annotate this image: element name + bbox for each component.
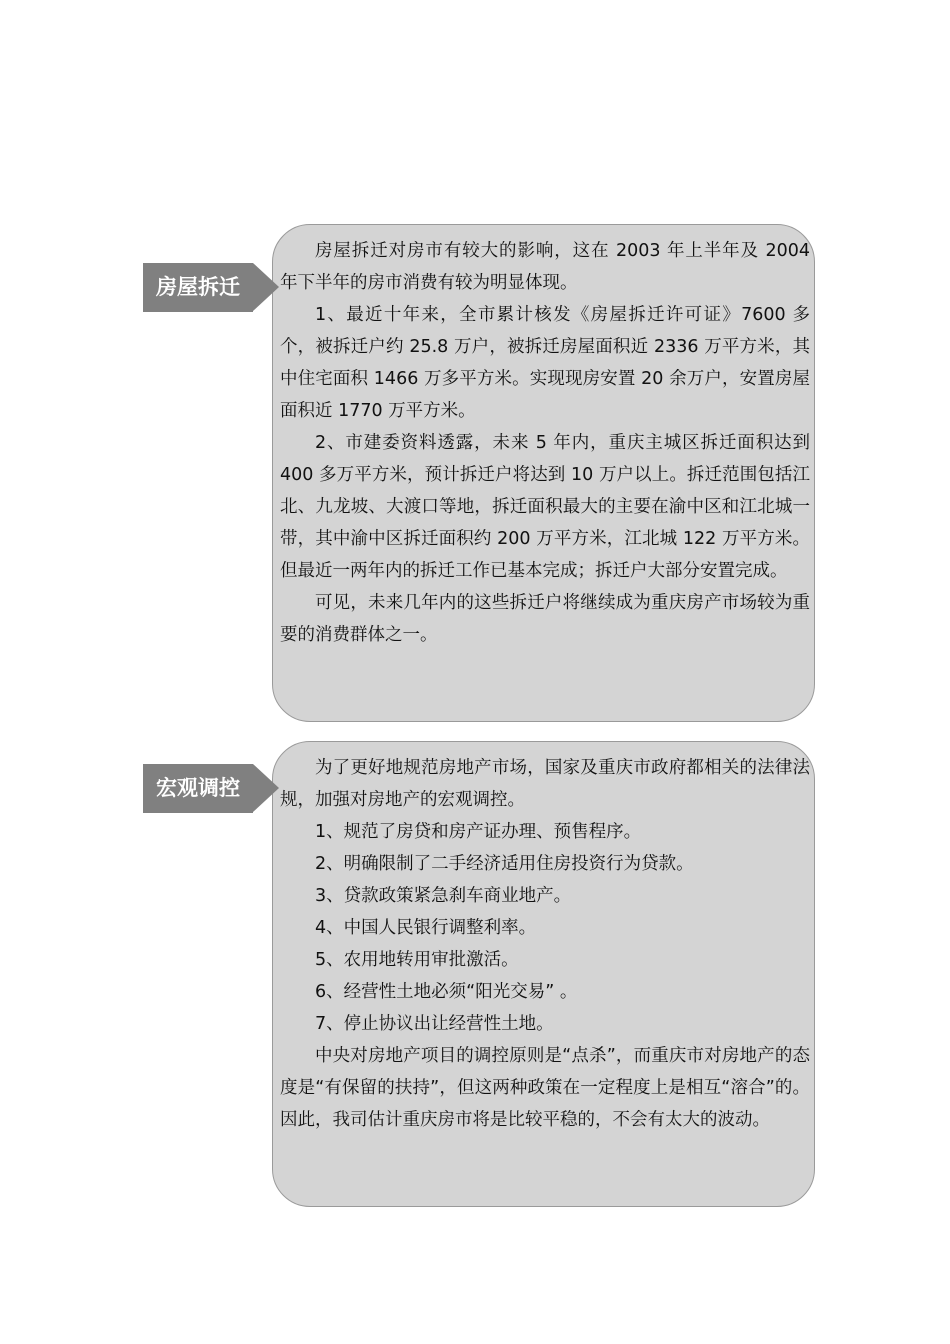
list-item: 1、规范了房贷和房产证办理、预售程序。 bbox=[315, 822, 642, 842]
section-tag: 房屋拆迁 bbox=[143, 263, 253, 312]
paragraph: 房屋拆迁对房市有较大的影响，这在 2003 年上半年及 2004 年下半年的房市消费有较为明显体现。 bbox=[280, 241, 810, 293]
list-item: 4、中国人民银行调整利率。 bbox=[315, 918, 537, 938]
paragraph: 中央对房地产项目的调控原则是“点杀”，而重庆市对房地产的态度是“有保留的扶持”，但这两种政策在一定程度上是相互“溶合”的。因此，我司估计重庆房市将是比较平稳的，不会有太大的波动。 bbox=[280, 1046, 810, 1130]
list-item: 7、停止协议出让经营性土地。 bbox=[315, 1014, 554, 1034]
section-body bbox=[280, 752, 810, 1136]
section-tag: 宏观调控 bbox=[143, 764, 253, 813]
paragraph: 2、市建委资料透露，未来 5 年内，重庆主城区拆迁面积达到 400 多万平方米，预计拆迁户将达到 10 万户以上。拆迁范围包括江北、九龙坡、大渡口等地，拆迁面积最大的主要在渝中区和江北城一带，其中渝中区拆迁面积约 200 万平方米，江北城 122 万平方米。但最近一两年内的拆迁工作已基本完成；拆迁户大部分安置完成。 bbox=[280, 433, 810, 581]
paragraph: 为了更好地规范房地产市场，国家及重庆市政府都相关的法律法规，加强对房地产的宏观调控。 bbox=[280, 758, 810, 810]
list-item: 3、贷款政策紧急刹车商业地产。 bbox=[315, 886, 572, 906]
paragraph: 可见，未来几年内的这些拆迁户将继续成为重庆房产市场较为重要的消费群体之一。 bbox=[280, 593, 810, 645]
paragraph: 1、最近十年来，全市累计核发《房屋拆迁许可证》7600 多个，被拆迁户约 25.8 万户，被拆迁房屋面积近 2336 万平方米，其中住宅面积 1466 万多平方米。实现现房安置 20 余万户，安置房屋面积近 1770 万平方米。 bbox=[280, 305, 810, 421]
list-item: 5、农用地转用审批激活。 bbox=[315, 950, 519, 970]
list-item: 2、明确限制了二手经济适用住房投资行为贷款。 bbox=[315, 854, 694, 874]
list-item: 6、经营性土地必须“阳光交易” 。 bbox=[315, 982, 578, 1002]
section-body bbox=[280, 235, 810, 651]
